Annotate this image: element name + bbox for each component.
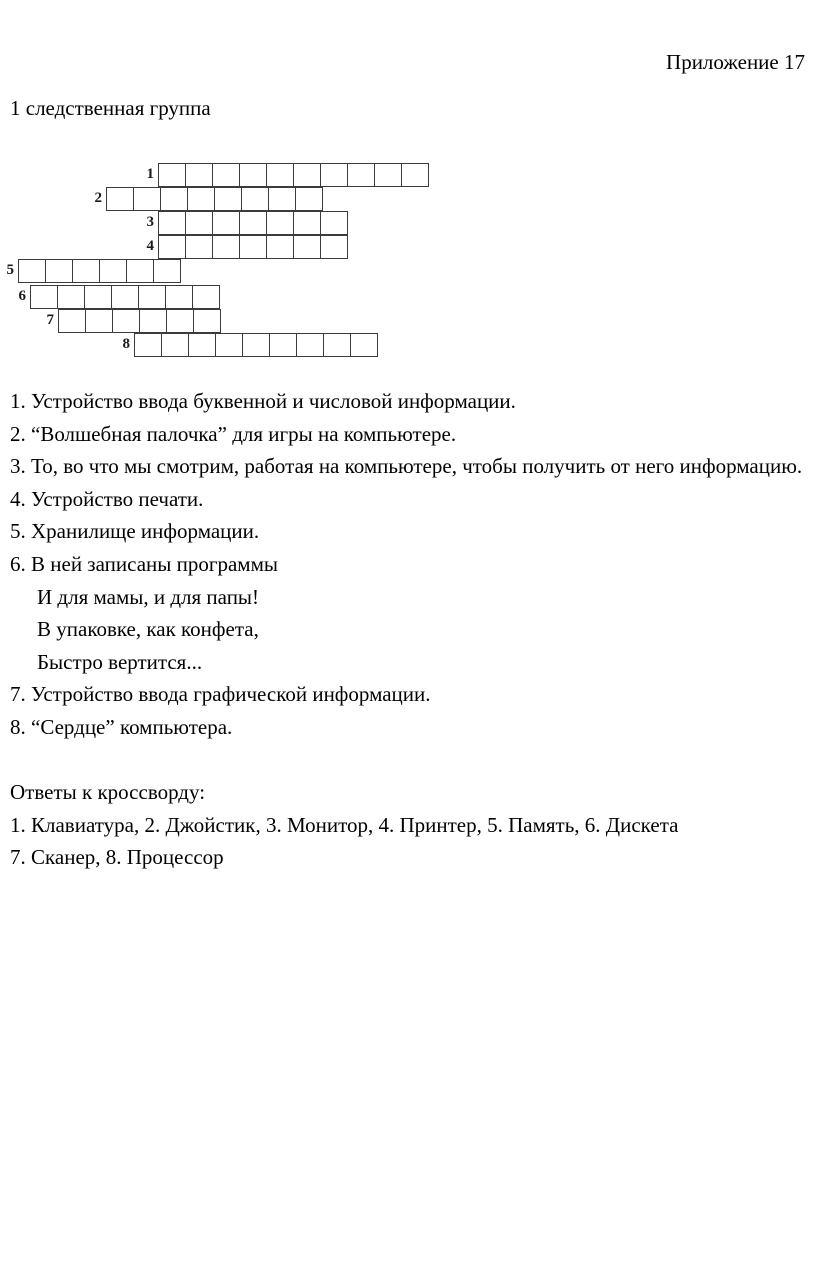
clue-line: 3. То, во что мы смотрим, работая на компьютере, чтобы получить от него информацию. xyxy=(10,454,803,479)
crossword-cell xyxy=(320,235,348,259)
answers-line: 7. Сканер, 8. Процессор xyxy=(10,845,224,870)
crossword-cell xyxy=(269,333,297,357)
crossword-cell xyxy=(57,285,85,309)
crossword-cell xyxy=(72,259,100,283)
crossword-cell xyxy=(347,163,375,187)
group-title: 1 следственная группа xyxy=(10,96,211,120)
crossword-cell xyxy=(401,163,429,187)
crossword-cell xyxy=(139,309,167,333)
crossword-row-number: 6 xyxy=(18,288,26,304)
crossword-row-number: 7 xyxy=(46,312,54,328)
crossword-cell xyxy=(112,309,140,333)
crossword-cell xyxy=(239,211,267,235)
crossword-cell xyxy=(126,259,154,283)
crossword-cell xyxy=(212,235,240,259)
crossword-cell xyxy=(192,285,220,309)
crossword-cell xyxy=(166,309,194,333)
crossword-cell xyxy=(188,333,216,357)
crossword-cell xyxy=(242,333,270,357)
crossword-cell xyxy=(158,235,186,259)
clue-line: И для мамы, и для папы! xyxy=(37,584,260,609)
crossword-cell xyxy=(18,259,46,283)
crossword-cell xyxy=(99,259,127,283)
crossword-cell xyxy=(185,211,213,235)
crossword-cell xyxy=(134,333,162,357)
crossword-cell xyxy=(215,333,243,357)
crossword-cell xyxy=(58,309,86,333)
clues-and-answers xyxy=(10,385,807,874)
crossword-row-number: 4 xyxy=(146,238,154,254)
crossword-cell xyxy=(158,211,186,235)
crossword-cell xyxy=(85,309,113,333)
crossword-cell xyxy=(350,333,378,357)
crossword-cell xyxy=(161,333,189,357)
crossword-row-number: 3 xyxy=(146,214,154,230)
crossword-cell xyxy=(266,235,294,259)
crossword-cell xyxy=(153,259,181,283)
crossword-cell xyxy=(295,187,323,211)
crossword-cell xyxy=(84,285,112,309)
crossword-cell xyxy=(296,333,324,357)
crossword-row-number: 8 xyxy=(122,336,130,352)
crossword-cell xyxy=(268,187,296,211)
crossword-cell xyxy=(239,163,267,187)
crossword-cell xyxy=(320,163,348,187)
crossword-cell xyxy=(185,235,213,259)
crossword-cell xyxy=(239,235,267,259)
crossword-cell xyxy=(158,163,186,187)
crossword-cell xyxy=(30,285,58,309)
crossword-cell xyxy=(320,211,348,235)
crossword-cell xyxy=(293,211,321,235)
crossword-cell xyxy=(293,235,321,259)
crossword-cell xyxy=(193,309,221,333)
crossword-row-number: 2 xyxy=(94,190,102,206)
crossword-cell xyxy=(266,163,294,187)
crossword-row-number: 1 xyxy=(146,166,154,182)
crossword-cell xyxy=(45,259,73,283)
clue-line: 7. Устройство ввода графической информации. xyxy=(10,682,431,707)
crossword-cell xyxy=(133,187,161,211)
crossword-row-number: 5 xyxy=(6,262,14,278)
blank-line xyxy=(10,744,807,777)
clue-line: 2. “Волшебная палочка” для игры на компьютере. xyxy=(10,421,457,446)
clue-line: В упаковке, как конфета, xyxy=(37,617,259,642)
clue-line: 5. Хранилище информации. xyxy=(10,519,260,544)
crossword-cell xyxy=(111,285,139,309)
crossword-cell xyxy=(266,211,294,235)
crossword-cell xyxy=(323,333,351,357)
answers-heading: Ответы к кроссворду: xyxy=(10,780,206,805)
clue-line: 6. В ней записаны программы xyxy=(10,551,278,576)
crossword-cell xyxy=(185,163,213,187)
crossword-cell xyxy=(212,211,240,235)
clue-line: 8. “Сердце” компьютера. xyxy=(10,714,233,739)
crossword-cell xyxy=(165,285,193,309)
crossword-cell xyxy=(187,187,215,211)
crossword-cell xyxy=(214,187,242,211)
crossword-cell xyxy=(160,187,188,211)
answers-line: 1. Клавиатура, 2. Джойстик, 3. Монитор, 4. Принтер, 5. Память, 6. Дискета xyxy=(10,812,679,837)
crossword-cell xyxy=(106,187,134,211)
appendix-header: Приложение 17 xyxy=(666,50,805,74)
crossword-cell xyxy=(138,285,166,309)
crossword-cell xyxy=(212,163,240,187)
crossword-cell xyxy=(241,187,269,211)
clue-line: 4. Устройство печати. xyxy=(10,486,204,511)
crossword-cell xyxy=(293,163,321,187)
clue-line: 1. Устройство ввода буквенной и числовой информации. xyxy=(10,389,516,413)
crossword-cell xyxy=(374,163,402,187)
clue-line: Быстро вертится... xyxy=(37,649,203,674)
